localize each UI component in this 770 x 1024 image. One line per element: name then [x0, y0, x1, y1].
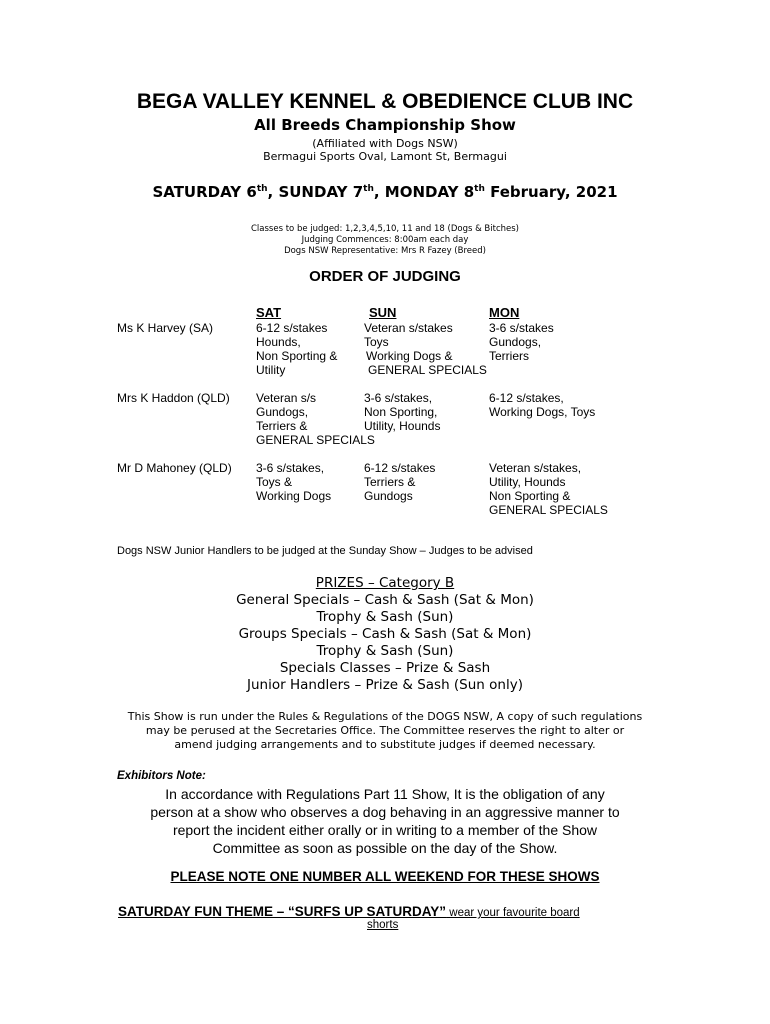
judge-name: Mr D Mahoney (QLD) [117, 461, 232, 475]
prize-line: Junior Handlers – Prize & Sash (Sun only) [247, 677, 523, 693]
exhibitors-note-label: Exhibitors Note: [117, 770, 206, 782]
class-line: 6-12 s/stakes [364, 461, 436, 475]
judge-1-sat-classes [256, 321, 337, 377]
rules-line: may be perused at the Secretaries Office. The Committee reserves the right to alter or [145, 724, 625, 737]
class-line: 6-12 s/stakes, [489, 391, 564, 405]
prize-line: Trophy & Sash (Sun) [316, 609, 454, 625]
judge-3-sat-classes [256, 461, 331, 503]
exhibitors-note-line: In accordance with Regulations Part 11 Show, It is the obligation of any [165, 786, 605, 802]
class-line: Hounds, [256, 335, 301, 349]
judge-2-sun-classes [364, 391, 440, 433]
judge-2-mon-classes [489, 391, 595, 419]
club-title: BEGA VALLEY KENNEL & OBEDIENCE CLUB INC [136, 90, 634, 113]
exhibitors-note-line: person at a show who observes a dog behaving in an aggressive manner to [150, 804, 620, 820]
exhibitors-note-line: Committee as soon as possible on the day of the Show. [212, 840, 558, 856]
class-line: Utility, Hounds [489, 475, 566, 489]
prize-line: Trophy & Sash (Sun) [316, 643, 454, 659]
class-line: 3-6 s/stakes, [364, 391, 433, 405]
class-line: Veteran s/stakes [364, 321, 453, 335]
class-line: 3-6 s/stakes [489, 321, 554, 335]
date-mon-suffix: th [474, 184, 485, 194]
judge-name: Mrs K Haddon (QLD) [117, 391, 230, 405]
fun-theme-detail-cont: shorts [367, 919, 399, 931]
class-line: Gundogs, [256, 405, 309, 419]
judge-1-sun-classes [364, 321, 487, 377]
class-line: Working Dogs [256, 489, 332, 503]
class-line: Utility [256, 363, 286, 377]
class-line: Gundogs, [489, 335, 542, 349]
class-line: Non Sporting, [364, 405, 438, 419]
day-header-sat: SAT [256, 305, 282, 320]
date-sun: , SUNDAY 7 [267, 183, 364, 201]
classes-info: Classes to be judged: 1,2,3,4,5,10, 11 and 18 (Dogs & Bitches) [251, 224, 519, 234]
show-subtitle: All Breeds Championship Show [254, 116, 516, 134]
class-line: GENERAL SPECIALS [489, 503, 608, 517]
prize-line: General Specials – Cash & Sash (Sat & Mon) [236, 592, 534, 608]
class-line: Working Dogs & [366, 349, 453, 363]
representative-info: Dogs NSW Representative: Mrs R Fazey (Breed) [284, 246, 486, 256]
day-header-mon: MON [489, 305, 520, 320]
class-line: Gundogs [364, 489, 413, 503]
exhibitors-note-line: report the incident either orally or in writing to a member of the Show [172, 822, 598, 838]
class-line: 3-6 s/stakes, [256, 461, 325, 475]
class-line: Non Sporting & [489, 489, 571, 503]
prize-line: Specials Classes – Prize & Sash [279, 660, 491, 676]
rules-line: amend judging arrangements and to substitute judges if deemed necessary. [174, 738, 596, 751]
class-line: 6-12 s/stakes [256, 321, 328, 335]
class-line: Terriers & [256, 419, 308, 433]
venue: Bermagui Sports Oval, Lamont St, Bermagui [263, 150, 507, 163]
class-line: Working Dogs, Toys [489, 405, 596, 419]
judge-name: Ms K Harvey (SA) [117, 321, 214, 335]
judge-3-mon-classes [489, 461, 608, 517]
fun-theme [118, 904, 580, 919]
day-header-sun: SUN [369, 305, 397, 320]
affiliation: (Affiliated with Dogs NSW) [312, 137, 458, 150]
class-line: Utility, Hounds [364, 419, 441, 433]
class-line: Veteran s/s [256, 391, 317, 405]
fun-theme-detail: wear your favourite board [446, 907, 580, 919]
class-line: Toys & [256, 475, 293, 489]
class-line: Terriers [489, 349, 530, 363]
fun-theme-title: SATURDAY FUN THEME – “SURFS UP SATURDAY” [118, 904, 447, 919]
prizes-heading: PRIZES – Category B [315, 575, 455, 591]
date-month-year: February, 2021 [484, 183, 618, 201]
class-line: GENERAL SPECIALS [368, 363, 487, 377]
date-sun-suffix: th [363, 184, 374, 194]
class-line: Non Sporting & [256, 349, 338, 363]
order-of-judging-heading: ORDER OF JUDGING [309, 268, 461, 285]
date-sat: SATURDAY 6 [152, 183, 257, 201]
show-dates [0, 183, 770, 201]
judge-2-sat-classes [256, 391, 375, 447]
junior-handlers-note: Dogs NSW Junior Handlers to be judged at the Sunday Show – Judges to be advised [117, 545, 533, 557]
date-mon: , MONDAY 8 [373, 183, 475, 201]
commences-info: Judging Commences: 8:00am each day [301, 235, 469, 245]
class-line: Terriers & [364, 475, 416, 489]
class-line: Veteran s/stakes, [489, 461, 582, 475]
judge-1-mon-classes [489, 321, 554, 363]
judge-3-sun-classes [364, 461, 435, 503]
prize-line: Groups Specials – Cash & Sash (Sat & Mon) [238, 626, 532, 642]
date-sat-suffix: th [256, 184, 268, 194]
class-line: GENERAL SPECIALS [256, 433, 375, 447]
class-line: Toys [364, 335, 389, 349]
rules-line: This Show is run under the Rules & Regulations of the DOGS NSW, A copy of such regulations [127, 710, 643, 723]
one-number-note: PLEASE NOTE ONE NUMBER ALL WEEKEND FOR THESE SHOWS [170, 869, 600, 884]
